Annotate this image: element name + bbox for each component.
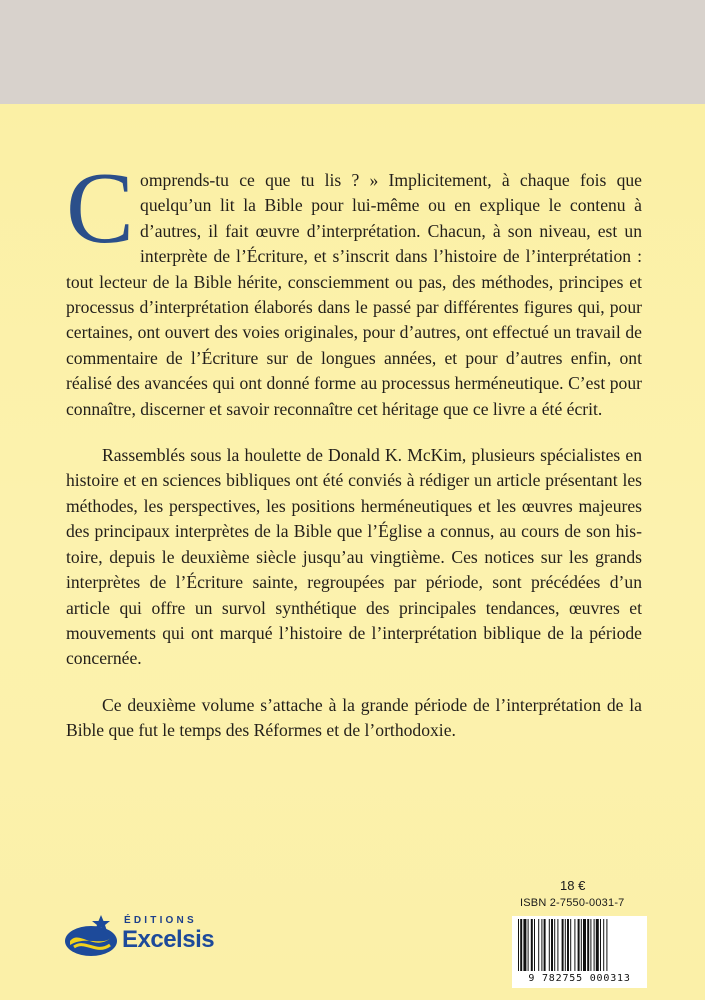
blurb-paragraph-1 xyxy=(66,152,642,422)
paragraph-1-text: omprends-tu ce que tu lis ? » Implicitement, à chaque fois que quelqu’un lit la Bible pour lui-même ou en explique le contenu à d’autres, il fait œuvre d’interprétation. Chacun, à son niveau, est un interprète de l’Écriture, et s’inscrit dans l’histoire de l’interprétation : tout lecteur de la Bible hérite, consciemment ou pas, des méthodes, principes et processus d’interprétation élaborés dans le passé par différentes figures qui, pour certaines, ont ouvert des voies originales, pour d’autres, ont effectué un travail de commentaire de l’Écriture sur de longues années, et pour d’autres enfin, ont réalisé des avancées qui ont donné forme au processus herméneutique. C’est pour connaître, discerner et savoir reconnaître cet héritage que ce livre a été écrit. xyxy=(66,170,642,419)
barcode-number: 9 782755 000313 xyxy=(528,973,631,984)
top-gray-band xyxy=(0,0,705,104)
publisher-name: Excelsis xyxy=(122,926,215,953)
blurb-text xyxy=(66,152,642,765)
isbn: ISBN 2-7550-0031-7 xyxy=(520,897,625,909)
barcode xyxy=(512,916,647,988)
blurb-paragraph-2: Rassemblés sous la houlette de Donald K. McKim, plusieurs spécialistes en histoire et en sciences bibliques ont été conviés à rédiger un article présentant les méthodes, les perspectives, les positions herméneutiques et les œuvres majeures des principaux interprètes de la Bible que l’Église a connus, au cours de son histoire, depuis le deuxième siècle jusqu’au vingtième. Ces notices sur les grands interprètes de l’Écriture sainte, regroupées par période, sont précédées d’un article qui offre un survol synthétique des principales tendances, œuvres et mouvements qui ont marqué l’histoire de l’interprétation biblique de la période concernée. xyxy=(66,445,642,669)
publisher-label: ÉDITIONS xyxy=(124,915,197,926)
excelsis-emblem-icon xyxy=(64,913,122,961)
barcode-bars xyxy=(512,916,647,974)
drop-cap: C xyxy=(66,152,135,265)
blurb-paragraph-3: Ce deuxième volume s’attache à la grande période de l’interprétation de la Bible que fut le temps des Réformes et de l’orthodoxie. xyxy=(66,694,642,741)
publisher-logo xyxy=(64,913,254,961)
price: 18 € xyxy=(560,878,586,893)
